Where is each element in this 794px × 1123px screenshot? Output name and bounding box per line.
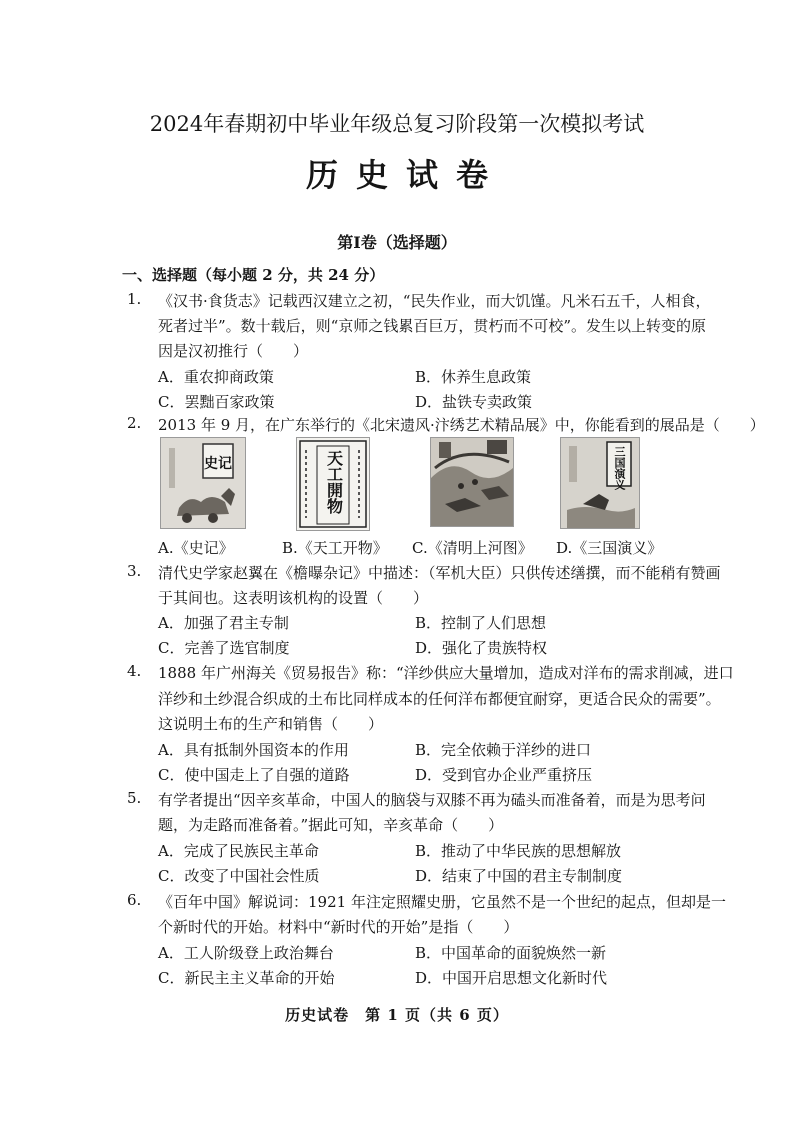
option-d: D．中国开启思想文化新时代	[415, 969, 608, 987]
question-text-line: 这说明土布的生产和销售（ ）	[158, 715, 384, 733]
subject-title: 历史试卷	[305, 156, 506, 194]
option-a: A．工人阶级登上政治舞台	[158, 944, 334, 962]
page-footer: 历史试卷 第 1 页（共 6 页）	[285, 1006, 509, 1024]
question-text-line: 《百年中国》解说词：1921 年注定照耀史册，它虽然不是一个世纪的起点，但却是一	[158, 893, 726, 911]
question-number: 6.	[127, 891, 142, 909]
option-c: C．改变了中国社会性质	[158, 867, 320, 885]
question-text-line: 题，为走路而准备着。”据此可知，辛亥革命（ ）	[158, 816, 504, 834]
image-shiji	[160, 437, 246, 529]
option-c: C．新民主主义革命的开始	[158, 969, 335, 987]
tiangong-cover-title: 天工開物	[324, 450, 342, 514]
caption-b: B.《天工开物》	[282, 539, 388, 557]
question-text-line: 死者过半”。数十载后，则“京师之钱累百巨万，贯朽而不可校”。发生以上转变的原	[158, 317, 707, 335]
option-a: A．具有抵制外国资本的作用	[158, 741, 349, 759]
sanguo-cover-title: 三国演义	[613, 446, 625, 490]
option-a: A．完成了民族民主革命	[158, 842, 319, 860]
option-b: B．休养生息政策	[415, 368, 532, 386]
question-number: 5.	[127, 789, 142, 807]
question-text-line: 《汉书·食货志》记载西汉建立之初，“民失作业，而大饥馑。凡米石五千，人相食，	[158, 292, 711, 310]
option-b: B．完全依赖于洋纱的进口	[415, 741, 592, 759]
question-text-line: 个新时代的开始。材料中“新时代的开始”是指（ ）	[158, 918, 519, 936]
option-c: C．罢黜百家政策	[158, 393, 275, 411]
option-a: A．加强了君主专制	[158, 614, 289, 632]
question-text-line: 1888 年广州海关《贸易报告》称：“洋纱供应大量增加，造成对洋布的需求削减，进口	[158, 664, 734, 682]
image-sanguo-yanyi	[560, 437, 640, 529]
option-c: C．完善了选官制度	[158, 639, 290, 657]
option-c: C．使中国走上了自强的道路	[158, 766, 350, 784]
exam-title: 2024年春期初中毕业年级总复习阶段第一次模拟考试	[149, 112, 645, 136]
question-text-line: 于其间也。这表明该机构的设置（ ）	[158, 589, 429, 607]
caption-a: A.《史记》	[158, 539, 234, 557]
option-b: B．中国革命的面貌焕然一新	[415, 944, 607, 962]
option-d: D．强化了贵族特权	[415, 639, 548, 657]
question-number: 2.	[127, 414, 142, 432]
option-b: B．推动了中华民族的思想解放	[415, 842, 622, 860]
image-tiangong-kaiwu	[296, 437, 370, 531]
caption-d: D.《三国演义》	[556, 539, 663, 557]
section-heading: 一、选择题（每小题 2 分，共 24 分）	[122, 266, 385, 284]
option-d: D．结束了中国的君主专制制度	[415, 867, 623, 885]
option-b: B．控制了人们思想	[415, 614, 547, 632]
question-number: 4.	[127, 662, 142, 680]
question-text-line: 清代史学家赵翼在《檐曝杂记》中描述：（军机大臣）只供传述缮撰，而不能稍有赞画	[158, 564, 721, 582]
shiji-cover-title: 史记	[204, 457, 232, 472]
question-number: 1.	[127, 290, 142, 308]
part-heading: 第Ⅰ卷（选择题）	[337, 233, 457, 252]
question-text-line: 有学者提出“因辛亥革命，中国人的脑袋与双膝不再为磕头而准备着，而是为思考问	[158, 791, 706, 809]
question-text-line: 洋纱和土纱混合织成的土布比同样成本的任何洋布都便宜耐穿，更适合民众的需要”。	[158, 690, 721, 708]
question-text-line: 因是汉初推行（ ）	[158, 342, 309, 360]
caption-c: C.《清明上河图》	[412, 539, 533, 557]
image-qingming-painting	[430, 437, 514, 527]
option-d: D．受到官办企业严重挤压	[415, 766, 593, 784]
question-text-line: 2013 年 9 月，在广东举行的《北宋遗风·汴绣艺术精品展》中，你能看到的展品是（ ）	[158, 416, 765, 434]
option-a: A．重农抑商政策	[158, 368, 274, 386]
option-d: D．盐铁专卖政策	[415, 393, 533, 411]
question-number: 3.	[127, 562, 142, 580]
